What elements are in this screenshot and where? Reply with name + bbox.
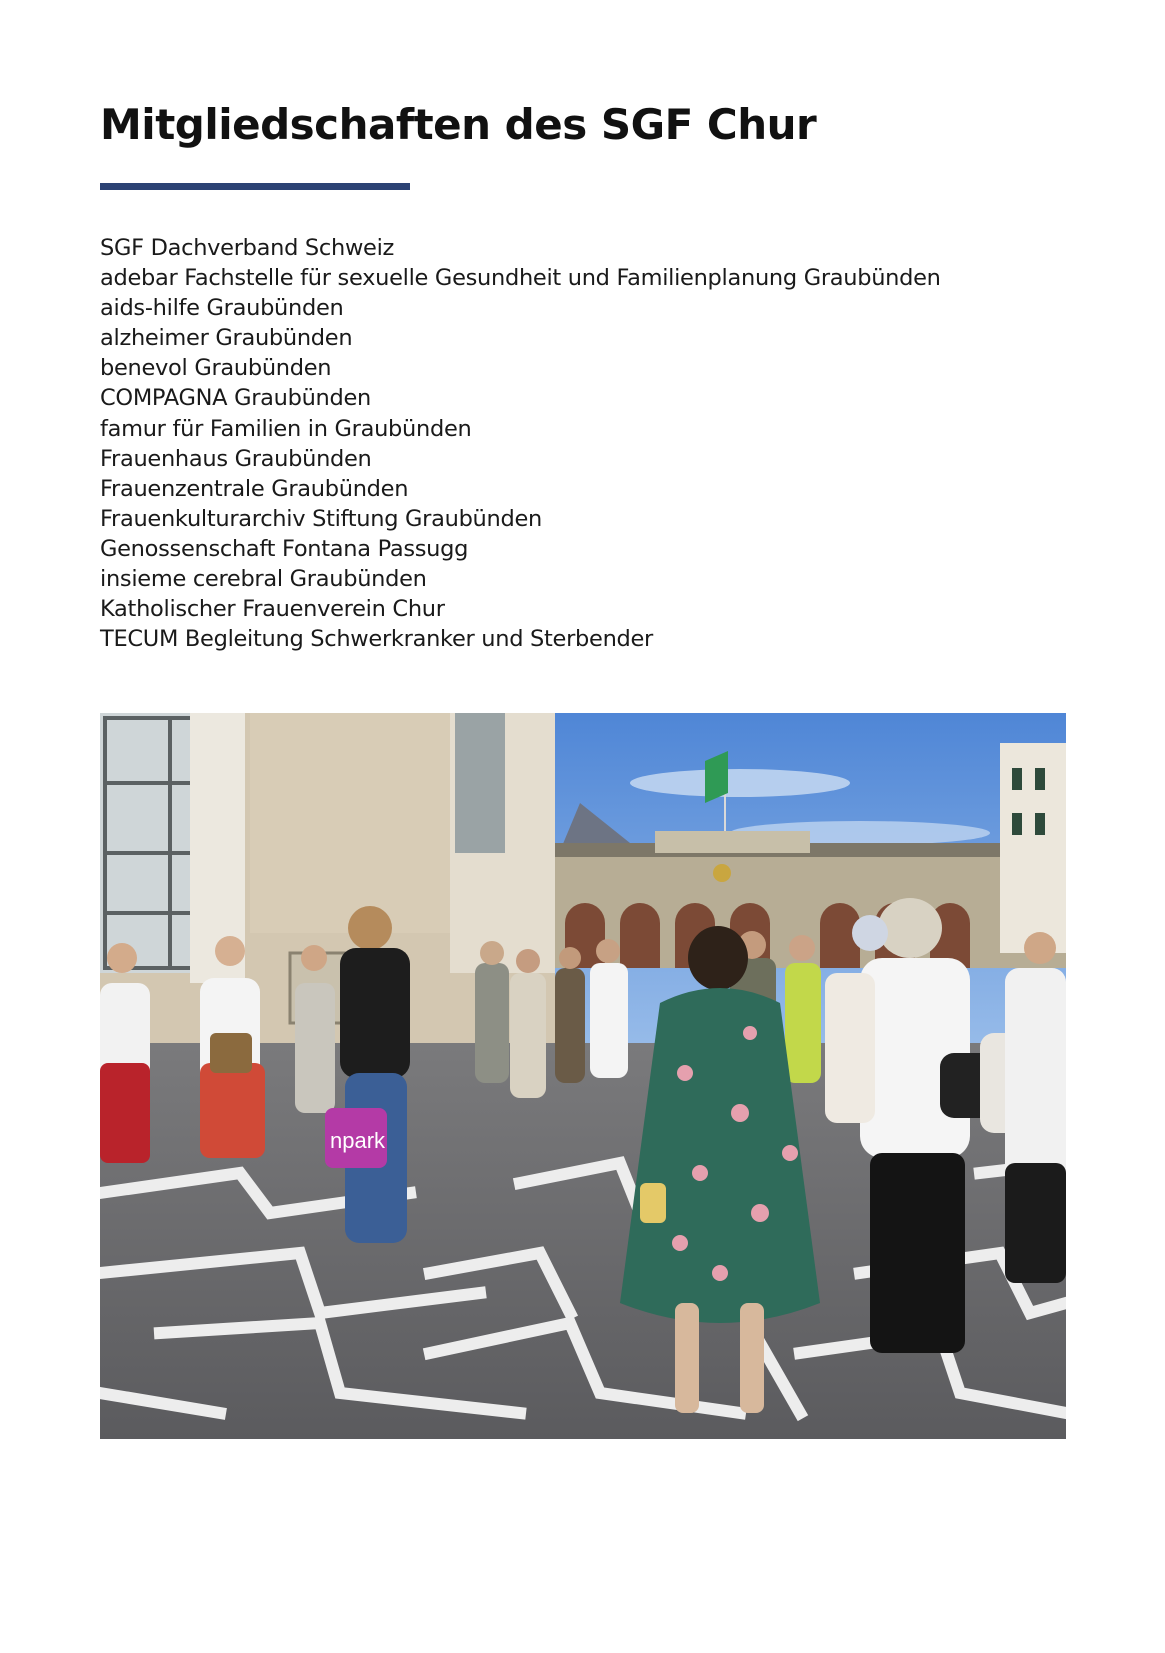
woman-far-right (1005, 932, 1066, 1283)
page-title: Mitgliedschaften des SGF Chur (100, 100, 817, 149)
membership-item: adebar Fachstelle für sexuelle Gesundheit und Familienplanung Graubünden (100, 265, 941, 292)
membership-item: insieme cerebral Graubünden (100, 566, 427, 593)
membership-item: famur für Familien in Graubünden (100, 415, 472, 442)
membership-item: COMPAGNA Graubünden (100, 385, 371, 412)
membership-item: Genossenschaft Fontana Passugg (100, 535, 469, 562)
membership-item: aids-hilfe Graubünden (100, 295, 344, 322)
membership-item: Katholischer Frauenverein Chur (100, 596, 445, 623)
membership-item: Frauenkulturarchiv Stiftung Graubünden (100, 505, 542, 532)
title-underline (100, 183, 410, 190)
membership-item: Frauenzentrale Graubünden (100, 475, 409, 502)
group-photo (100, 713, 1066, 1439)
membership-item: benevol Graubünden (100, 355, 332, 382)
membership-item: SGF Dachverband Schweiz (100, 235, 395, 261)
membership-list (100, 233, 941, 654)
membership-item: Frauenhaus Graubünden (100, 445, 372, 472)
membership-item: TECUM Begleitung Schwerkranker und Sterbender (100, 626, 654, 653)
membership-item: alzheimer Graubünden (100, 325, 353, 352)
bag-text: npark (330, 1128, 386, 1153)
